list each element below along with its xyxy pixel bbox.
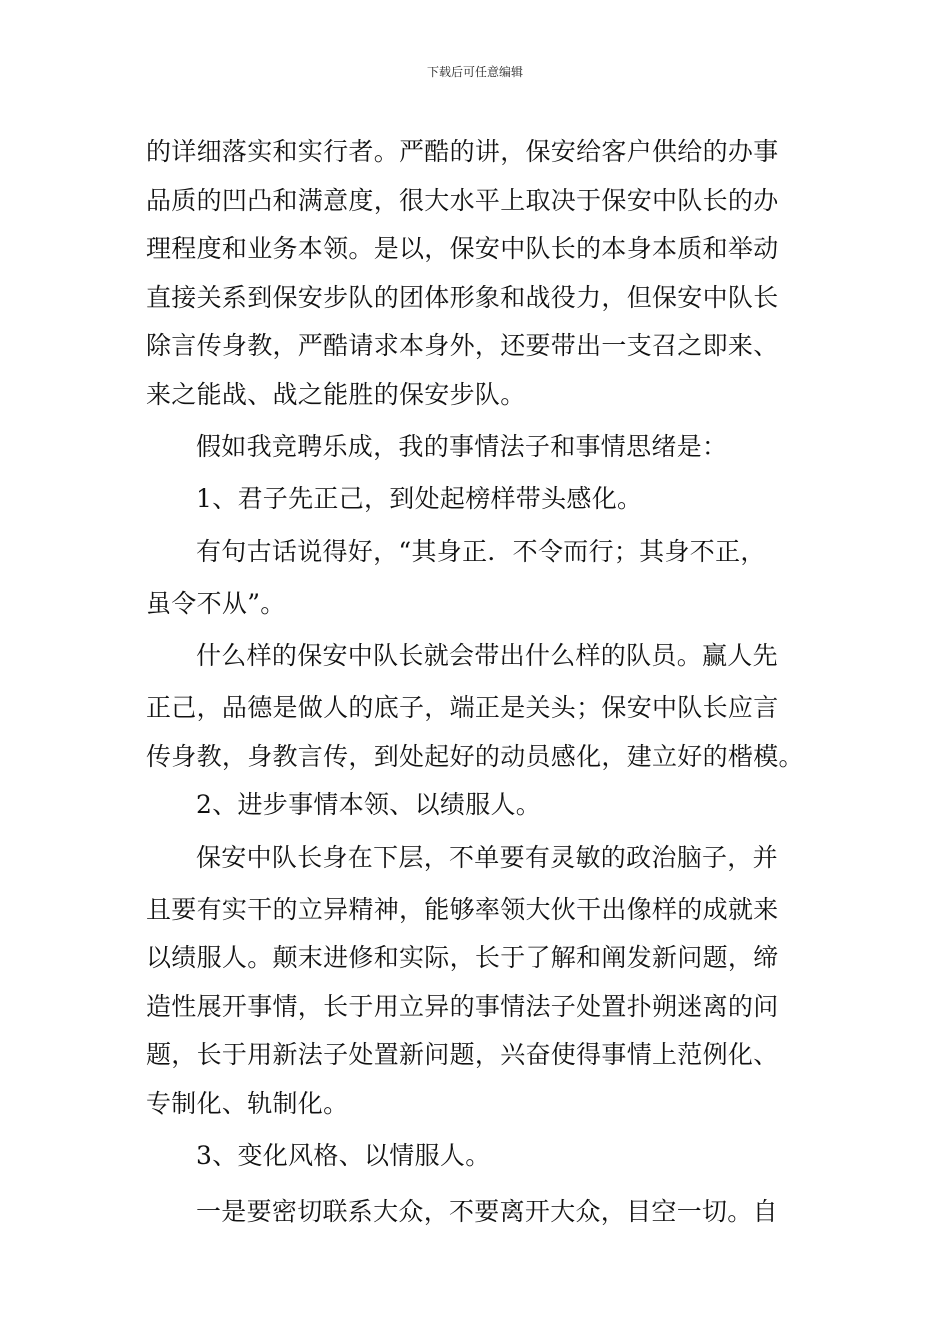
text-line: 的详细落实和实行者。严酷的讲，保安给客户供给的办事 — [146, 137, 779, 166]
paragraph-start: 保安中队长身在下层，不单要有灵敏的政治脑子，并 — [196, 842, 778, 872]
text-line: 直接关系到保安步队的团体形象和战役力，但保安中队长 — [146, 282, 779, 312]
text-line: 题，长于用新法子处置新问题，兴奋使得事情上范例化、 — [146, 1040, 779, 1069]
section-heading: 1、君子先正己，到处起榜样带头感化。 — [196, 484, 643, 513]
text-line: 品质的凹凸和满意度，很大水平上取决于保安中队长的办 — [146, 185, 779, 215]
section-heading: 2、进步事情本领、以绩服人。 — [196, 790, 542, 819]
text-line: 造性展开事情，长于用立异的事情法子处置扑朔迷离的问 — [146, 991, 779, 1021]
paragraph-start: 假如我竞聘乐成，我的事情法子和事情思绪是： — [196, 432, 728, 461]
text-line: 虽令不从”。 — [146, 588, 286, 618]
document-body — [146, 128, 811, 1240]
text-line: 且要有实干的立异精神，能够率领大伙干出像样的成就来 — [146, 894, 779, 924]
text-line: 除言传身教，严酷请求本身外，还要带出一支召之即来、 — [146, 331, 779, 360]
section-heading: 3、变化风格、以情服人。 — [196, 1141, 491, 1170]
text-line: 理程度和业务本领。是以，保安中队长的本身本质和举动 — [146, 234, 779, 263]
paragraph-start: 什么样的保安中队长就会带出什么样的队员。赢人先 — [196, 641, 778, 670]
paragraph-start: 有句古话说得好，“其身正．不令而行；其身不正， — [196, 536, 766, 566]
page-header: 下载后可任意编辑 — [426, 65, 523, 79]
text-line: 正己，品德是做人的底子，端正是关头；保安中队长应言 — [146, 693, 779, 722]
text-line: 来之能战、战之能胜的保安步队。 — [146, 379, 526, 409]
text-line: 专制化、轨制化。 — [146, 1088, 349, 1118]
text-line: 传身教，身教言传，到处起好的动员感化，建立好的楷模。 — [146, 741, 804, 771]
paragraph-start: 一是要密切联系大众，不要离开大众，目空一切。自 — [196, 1197, 778, 1226]
text-line: 以绩服人。颠末进修和实际，长于了解和阐发新问题，缔 — [146, 943, 779, 972]
